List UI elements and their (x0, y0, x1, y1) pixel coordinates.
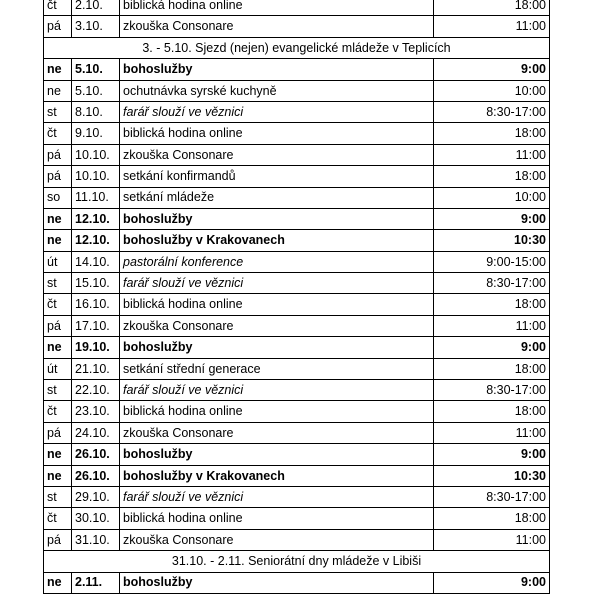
event-cell: biblická hodina online (120, 508, 434, 529)
time-cell: 9:00 (434, 444, 550, 465)
day-cell: st (44, 380, 72, 401)
time-cell: 8:30-17:00 (434, 273, 550, 294)
event-cell: bohoslužby v Krakovanech (120, 465, 434, 486)
day-cell: út (44, 251, 72, 272)
event-cell: setkání mládeže (120, 187, 434, 208)
date-cell: 2.11. (72, 572, 120, 593)
event-cell: farář slouží ve věznici (120, 273, 434, 294)
schedule-row (44, 486, 550, 507)
event-cell: ochutnávka syrské kuchyně (120, 80, 434, 101)
schedule-row (44, 187, 550, 208)
day-cell: čt (44, 401, 72, 422)
time-cell: 9:00 (434, 572, 550, 593)
day-cell: čt (44, 508, 72, 529)
date-cell: 26.10. (72, 465, 120, 486)
time-cell: 18:00 (434, 358, 550, 379)
date-cell: 16.10. (72, 294, 120, 315)
banner-text: 3. - 5.10. Sjezd (nejen) evangelické mládeže v Teplicích (44, 37, 550, 58)
date-cell: 5.10. (72, 80, 120, 101)
time-cell: 10:00 (434, 187, 550, 208)
day-cell: pá (44, 144, 72, 165)
schedule-row (44, 0, 550, 16)
date-cell: 11.10. (72, 187, 120, 208)
day-cell: ne (44, 208, 72, 229)
day-cell: ne (44, 337, 72, 358)
schedule-row (44, 208, 550, 229)
schedule-row (44, 101, 550, 122)
event-cell: pastorální konference (120, 251, 434, 272)
date-cell: 23.10. (72, 401, 120, 422)
day-cell: čt (44, 294, 72, 315)
event-cell: biblická hodina online (120, 401, 434, 422)
event-cell: biblická hodina online (120, 294, 434, 315)
date-cell: 22.10. (72, 380, 120, 401)
event-cell: biblická hodina online (120, 123, 434, 144)
time-cell: 10:30 (434, 465, 550, 486)
event-cell: bohoslužby (120, 59, 434, 80)
time-cell: 9:00 (434, 59, 550, 80)
date-cell: 10.10. (72, 166, 120, 187)
date-cell: 31.10. (72, 529, 120, 550)
event-cell: setkání konfirmandů (120, 166, 434, 187)
date-cell: 17.10. (72, 315, 120, 336)
event-cell: bohoslužby v Krakovanech (120, 230, 434, 251)
time-cell: 10:30 (434, 230, 550, 251)
schedule-row (44, 273, 550, 294)
schedule-row (44, 123, 550, 144)
date-cell: 12.10. (72, 230, 120, 251)
day-cell: pá (44, 422, 72, 443)
day-cell: pá (44, 529, 72, 550)
day-cell: pá (44, 315, 72, 336)
schedule-row (44, 422, 550, 443)
schedule-row (44, 294, 550, 315)
day-cell: so (44, 187, 72, 208)
time-cell: 8:30-17:00 (434, 101, 550, 122)
date-cell: 21.10. (72, 358, 120, 379)
time-cell: 11:00 (434, 315, 550, 336)
schedule-row (44, 251, 550, 272)
schedule-row (44, 401, 550, 422)
time-cell: 18:00 (434, 401, 550, 422)
day-cell: st (44, 486, 72, 507)
time-cell: 18:00 (434, 123, 550, 144)
time-cell: 18:00 (434, 0, 550, 16)
schedule-row (44, 465, 550, 486)
time-cell: 18:00 (434, 508, 550, 529)
date-cell: 30.10. (72, 508, 120, 529)
schedule-row (44, 572, 550, 593)
day-cell: ne (44, 59, 72, 80)
day-cell: ne (44, 465, 72, 486)
date-cell: 2.10. (72, 0, 120, 16)
date-cell: 15.10. (72, 273, 120, 294)
time-cell: 11:00 (434, 529, 550, 550)
day-cell: pá (44, 166, 72, 187)
day-cell: čt (44, 0, 72, 16)
time-cell: 8:30-17:00 (434, 380, 550, 401)
time-cell: 9:00 (434, 337, 550, 358)
date-cell: 10.10. (72, 144, 120, 165)
day-cell: ne (44, 230, 72, 251)
schedule-row (44, 358, 550, 379)
time-cell: 9:00 (434, 208, 550, 229)
date-cell: 19.10. (72, 337, 120, 358)
time-cell: 18:00 (434, 166, 550, 187)
banner-row (44, 551, 550, 572)
schedule-body (44, 0, 550, 593)
date-cell: 5.10. (72, 59, 120, 80)
event-cell: zkouška Consonare (120, 529, 434, 550)
time-cell: 18:00 (434, 294, 550, 315)
day-cell: pá (44, 16, 72, 37)
event-cell: biblická hodina online (120, 0, 434, 16)
day-cell: st (44, 273, 72, 294)
time-cell: 10:00 (434, 80, 550, 101)
day-cell: út (44, 358, 72, 379)
date-cell: 8.10. (72, 101, 120, 122)
event-cell: bohoslužby (120, 208, 434, 229)
time-cell: 11:00 (434, 144, 550, 165)
event-cell: farář slouží ve věznici (120, 380, 434, 401)
date-cell: 14.10. (72, 251, 120, 272)
date-cell: 24.10. (72, 422, 120, 443)
schedule-row (44, 508, 550, 529)
schedule-row (44, 59, 550, 80)
schedule-row (44, 444, 550, 465)
time-cell: 11:00 (434, 422, 550, 443)
banner-row (44, 37, 550, 58)
time-cell: 9:00-15:00 (434, 251, 550, 272)
event-cell: bohoslužby (120, 337, 434, 358)
event-cell: zkouška Consonare (120, 144, 434, 165)
event-cell: farář slouží ve věznici (120, 101, 434, 122)
date-cell: 9.10. (72, 123, 120, 144)
day-cell: ne (44, 572, 72, 593)
day-cell: st (44, 101, 72, 122)
day-cell: čt (44, 123, 72, 144)
time-cell: 8:30-17:00 (434, 486, 550, 507)
schedule-table (43, 0, 550, 594)
event-cell: bohoslužby (120, 444, 434, 465)
schedule-row (44, 16, 550, 37)
schedule-row (44, 144, 550, 165)
day-cell: ne (44, 444, 72, 465)
schedule-row (44, 230, 550, 251)
schedule-row (44, 380, 550, 401)
day-cell: ne (44, 80, 72, 101)
time-cell: 11:00 (434, 16, 550, 37)
event-cell: zkouška Consonare (120, 315, 434, 336)
event-cell: farář slouží ve věznici (120, 486, 434, 507)
banner-text: 31.10. - 2.11. Seniorátní dny mládeže v Libiši (44, 551, 550, 572)
event-cell: setkání střední generace (120, 358, 434, 379)
schedule-row (44, 80, 550, 101)
event-cell: zkouška Consonare (120, 422, 434, 443)
date-cell: 26.10. (72, 444, 120, 465)
event-cell: bohoslužby (120, 572, 434, 593)
schedule-row (44, 166, 550, 187)
date-cell: 12.10. (72, 208, 120, 229)
date-cell: 3.10. (72, 16, 120, 37)
date-cell: 29.10. (72, 486, 120, 507)
schedule-row (44, 529, 550, 550)
event-cell: zkouška Consonare (120, 16, 434, 37)
schedule-row (44, 315, 550, 336)
schedule-row (44, 337, 550, 358)
